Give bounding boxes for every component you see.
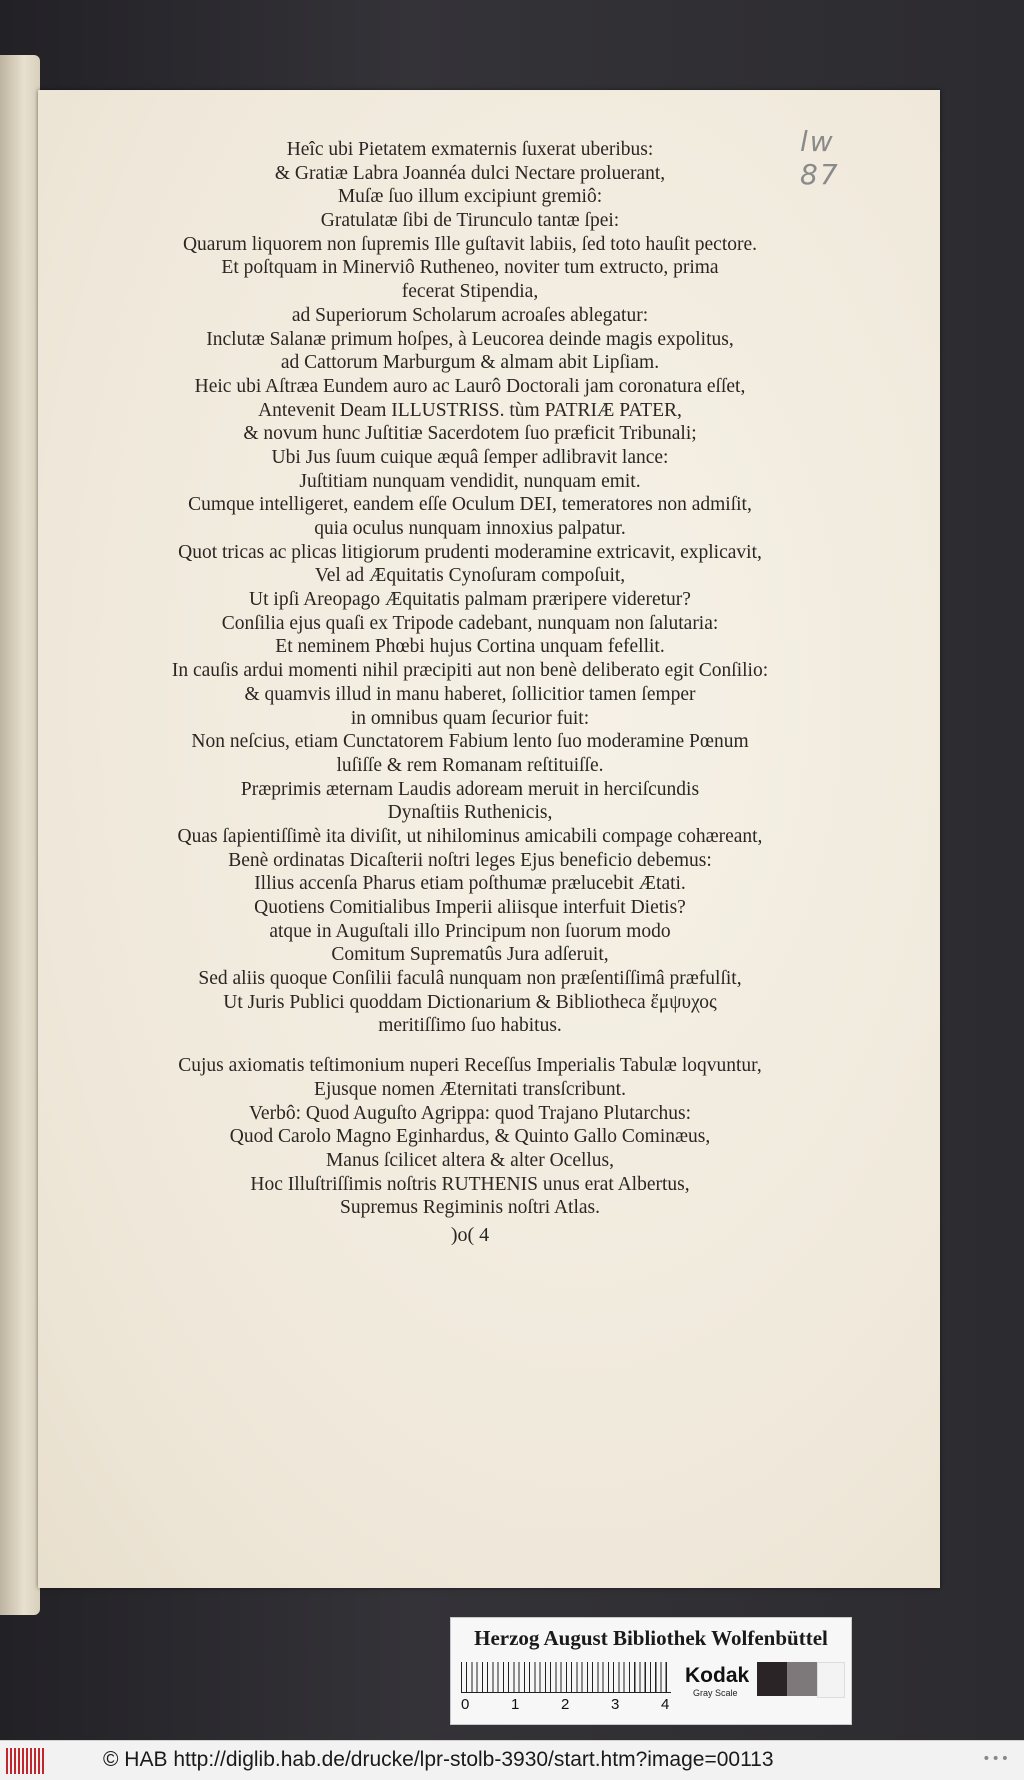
kodak-subtitle: Gray Scale — [693, 1688, 738, 1698]
text-line: Cumque intelligeret, eandem eſſe Oculum DEI, temeratores non admiſit, — [188, 494, 752, 516]
text-line: Muſæ ſuo illum excipiunt gremiô: — [337, 186, 603, 208]
text-line: Vel ad Æquitatis Cynoſuram compoſuit, — [314, 565, 626, 587]
text-line: Conſilia ejus quaſi ex Tripode cadebant, nunquam non ſalutaria: — [221, 612, 719, 634]
text-line: Verbô: Quod Auguſto Agrippa: quod Trajano Plutarchus: — [249, 1102, 691, 1124]
text-line: Heic ubi Aſtræa Eundem auro ac Laurô Doctorali jam coronatura eſſet, — [194, 375, 746, 397]
ruler-number: 1 — [511, 1696, 520, 1713]
viewer-footer — [0, 1740, 1024, 1780]
library-title: Herzog August Bibliothek Wolfenbüttel — [474, 1626, 828, 1650]
barcode-icon — [6, 1748, 46, 1774]
text-line: Manus ſcilicet altera & alter Ocellus, — [325, 1149, 615, 1171]
text-line: Hoc Illuſtriſſimis noſtris RUTHENIS unus erat Albertus, — [250, 1173, 690, 1195]
text-line: meritiſſimo ſuo habitus. — [378, 1015, 562, 1037]
text-line: ad Cattorum Marburgum & almam abit Lipſiam. — [280, 352, 660, 374]
page-text — [90, 138, 850, 1248]
text-line: & Gratiæ Labra Joannéa dulci Nectare proluerant, — [274, 162, 666, 184]
text-line: Illius accenſa Pharus etiam poſthumæ prælucebit Ætati. — [254, 873, 686, 895]
ruler-number: 3 — [611, 1696, 620, 1713]
gray-patch-mid — [787, 1662, 817, 1696]
text-line: Supremus Regiminis noſtri Atlas. — [339, 1197, 600, 1219]
library-label — [450, 1617, 852, 1725]
text-line: & novum hunc Juſtitiæ Sacerdotem ſuo præficit Tribunali; — [243, 423, 697, 445]
ruler-number: 0 — [461, 1696, 470, 1713]
text-section-1 — [90, 138, 850, 1038]
pencil-shelfmark: lw 87 — [800, 125, 840, 191]
text-line: Ejusque nomen Æternitati transſcribunt. — [314, 1078, 626, 1100]
text-section-2 — [90, 1054, 850, 1220]
text-line: Præprimis æternam Laudis adoream meruit in herciſcundis — [240, 778, 700, 800]
ruler-number: 4 — [661, 1696, 670, 1713]
text-line: Gratulatæ ſibi de Tirunculo tantæ ſpei: — [320, 210, 620, 232]
more-icon[interactable]: ••• — [982, 1751, 1010, 1767]
text-line: ad Superiorum Scholarum acroaſes ablegatur: — [291, 304, 649, 326]
ruler-number: 2 — [561, 1696, 570, 1713]
text-line: Benè ordinatas Dicaſterii noſtri leges Ejus beneficio debemus: — [228, 849, 712, 871]
text-line: Quot tricas ac plicas litigiorum prudenti moderamine extricavit, explicavit, — [178, 541, 762, 563]
text-line: Et neminem Phœbi hujus Cortina unquam fefellit. — [275, 636, 665, 658]
text-line: in omnibus quam ſecurior fuit: — [350, 707, 590, 729]
text-line: quia oculus nunquam innoxius palpatur. — [314, 518, 626, 539]
text-line: Dynaſtiis Ruthenicis, — [387, 802, 553, 824]
text-line: Ut Juris Publici quoddam Dictionarium & Bibliotheca ἔμψυχος — [223, 991, 717, 1013]
gray-patch-dark — [757, 1662, 787, 1696]
text-line: In cauſis ardui momenti nihil præcipiti aut non benè deliberato egit Conſilio: — [171, 660, 769, 682]
text-line: Comitum Suprematûs Jura adſeruit, — [331, 944, 609, 966]
text-line: Antevenit Deam ILLUSTRISS. tùm PATRIÆ PATER, — [258, 399, 682, 421]
text-line: Inclutæ Salanæ primum hoſpes, à Leucorea deinde magis expolitus, — [206, 328, 734, 350]
gray-patch-light — [817, 1662, 845, 1698]
text-line: Juſtitiam nunquam vendidit, nunquam emit. — [299, 470, 641, 492]
text-line: Heîc ubi Pietatem exmaternis ſuxerat uberibus: — [286, 139, 654, 160]
text-line: Quotiens Comitialibus Imperii aliisque interfuit Dietis? — [254, 897, 686, 918]
text-line: Ubi Jus ſuum cuique æquâ ſemper adlibravit lance: — [271, 446, 669, 468]
signature-mark: )o( 4 — [450, 1223, 490, 1246]
text-line: luſiſſe & rem Romanam reſtituiſſe. — [336, 754, 604, 776]
text-line: Quod Carolo Magno Eginhardus, & Quinto Gallo Cominæus, — [229, 1126, 711, 1148]
text-line: Et poſtquam in Minerviô Rutheneo, noviter tum extructo, prima — [221, 257, 719, 279]
copyright-url[interactable]: © HAB http://diglib.hab.de/drucke/lpr-stolb-3930/start.htm?image=00113 — [103, 1748, 774, 1771]
text-line: Quas ſapientiſſimè ita diviſit, ut nihilominus amicabili compage cohæreant, — [177, 825, 763, 847]
text-line: Cujus axiomatis teſtimonium nuperi Receſſus Imperialis Tabulæ loqvuntur, — [178, 1055, 762, 1077]
text-line: Sed aliis quoque Conſilii faculâ nunquam non præſentiſſimâ præfulſit, — [198, 968, 742, 990]
text-line: Non neſcius, etiam Cunctatorem Fabium lento ſuo moderamine Pœnum — [191, 731, 749, 753]
text-line: & quamvis illud in manu haberet, ſollicitior tamen ſemper — [244, 683, 696, 705]
scale-ruler — [461, 1662, 671, 1693]
text-line: atque in Auguſtali illo Principum non ſuorum modo — [269, 920, 671, 942]
previous-page-edge — [0, 55, 40, 1615]
kodak-logo: Kodak — [685, 1664, 750, 1687]
text-line: Ut ipſi Areopago Æquitatis palmam præripere videretur? — [249, 589, 691, 611]
text-line: fecerat Stipendia, — [401, 281, 539, 303]
text-line: Quarum liquorem non ſupremis Ille guſtavit labiis, ſed toto hauſit pectore. — [182, 233, 758, 255]
